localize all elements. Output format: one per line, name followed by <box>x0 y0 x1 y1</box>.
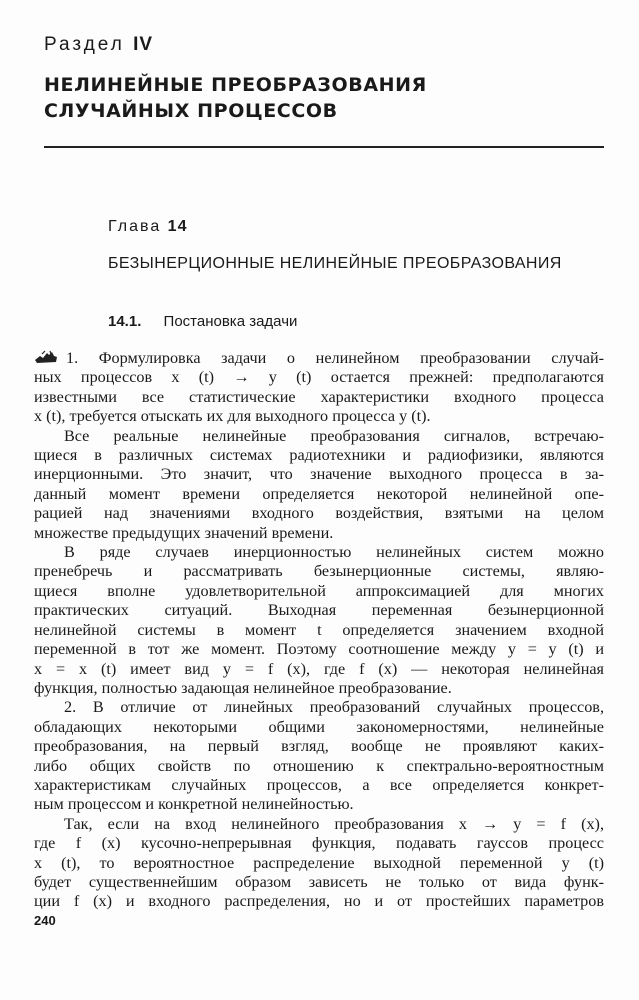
text-line-content: x (t), требуется отыскать их для выходного процесса y (t). <box>34 407 431 426</box>
text-line <box>34 795 604 814</box>
text-line-content: 1. Формулировка задачи о нелинейном преобразовании случай- <box>66 349 604 367</box>
text-line-content: 2. В отличие от линейных преобразований случайных процессов, <box>64 698 604 717</box>
text-line-content: ных процессов x (t) → y (t) остается прежней: предполагаются <box>34 368 604 387</box>
text-line <box>34 562 604 581</box>
text-line-content: где f (x) кусочно-непрерывная функция, подавать гауссов процесс <box>34 834 604 853</box>
chapter-word: Глава <box>108 218 162 235</box>
text-line-content: множестве предыдущих значений времени. <box>34 523 334 542</box>
text-line <box>34 892 604 911</box>
text-line <box>34 368 604 387</box>
part-title <box>44 72 427 124</box>
text-line-content: щиеся вполне удовлетворительной аппроксимацией для многих <box>34 581 604 600</box>
text-line-content: практических ситуаций. Выходная переменная безынерционной <box>34 601 604 620</box>
text-line-content: Так, если на вход нелинейного преобразования x → y = f (x), <box>64 814 604 833</box>
text-line-content: преобразования, на первый взгляд, вообще не проявляют каких- <box>34 737 604 756</box>
text-line-content: либо общих свойств по отношению к спектрально-вероятностным <box>34 756 604 775</box>
section-divider <box>44 146 604 148</box>
text-line-content: x = x (t) имеет вид y = f (x), где f (x) — некоторая нелинейная <box>34 659 604 678</box>
text-line <box>34 427 604 446</box>
text-line <box>34 679 604 698</box>
text-line <box>34 854 604 873</box>
section-number: 14.1. <box>108 313 142 330</box>
part-title-line-2: СЛУЧАЙНЫХ ПРОЦЕССОВ <box>44 100 338 122</box>
text-line-content: инерционными. Это значит, что значение выходного процесса в за- <box>34 465 604 484</box>
text-line-content: В ряде случаев инерционностью нелинейных систем можно <box>64 543 604 562</box>
text-line <box>34 349 604 368</box>
text-line <box>34 640 604 659</box>
text-line-content: ции f (x) и входного распределения, но и от простейших параметров <box>34 892 604 911</box>
chapter-label <box>108 218 187 236</box>
text-line-content: известными все статистические характеристики входного процесса <box>34 387 604 406</box>
text-line-content: данный момент времени определяется некоторой нелинейной опе- <box>34 484 604 503</box>
text-line-content: x (t), то вероятностное распределение выходной переменной y (t) <box>34 853 604 872</box>
text-line <box>34 698 604 717</box>
text-line-content: пренебречь и рассматривать безынерционные системы, являю- <box>34 562 604 581</box>
part-word: Раздел <box>44 34 125 55</box>
chapter-number: 14 <box>167 218 188 235</box>
text-line <box>34 873 604 892</box>
body-text <box>34 349 604 912</box>
chapter-title: БЕЗЫНЕРЦИОННЫЕ НЕЛИНЕЙНЫЕ ПРЕОБРАЗОВАНИЯ <box>108 255 562 272</box>
text-line-content: обладающих некоторыми общими закономерностями, нелинейные <box>34 717 604 736</box>
text-line <box>34 757 604 776</box>
text-line <box>34 621 604 640</box>
text-line <box>34 834 604 853</box>
text-line <box>34 465 604 484</box>
text-line <box>34 776 604 795</box>
hand-pointer-icon <box>34 350 60 364</box>
text-line-content: переменной в тот же момент. Поэтому соотношение между y = y (t) и <box>34 640 604 659</box>
text-line-content: функция, полностью задающая нелинейное преобразование. <box>34 678 452 697</box>
text-line-content: рацией над значениями входного воздействия, взятыми на целом <box>34 504 604 523</box>
text-line <box>34 388 604 407</box>
page-number: 240 <box>34 913 56 928</box>
text-line-content: ным процессом и конкретной нелинейностью. <box>34 795 354 814</box>
text-line-content: будет существеннейшим образом зависеть не только от вида функ- <box>34 872 604 891</box>
part-label <box>44 34 153 56</box>
part-title-line-1: НЕЛИНЕЙНЫЕ ПРЕОБРАЗОВАНИЯ <box>44 74 427 96</box>
section-title: Постановка задачи <box>163 313 298 330</box>
section-heading <box>108 313 297 330</box>
text-line <box>34 601 604 620</box>
text-line <box>34 582 604 601</box>
text-line <box>34 660 604 679</box>
text-line-content: Все реальные нелинейные преобразования сигналов, встречаю- <box>64 426 604 445</box>
text-line-content: характеристикам случайных процессов, а все определяется конкрет- <box>34 775 604 794</box>
text-line <box>34 504 604 523</box>
text-line <box>34 446 604 465</box>
text-line-content: щиеся в различных системах радиотехники и радиофизики, являются <box>34 446 604 465</box>
text-line <box>34 485 604 504</box>
text-line <box>34 407 604 426</box>
text-line <box>34 815 604 834</box>
part-numeral: IV <box>133 34 154 55</box>
text-line <box>34 543 604 562</box>
text-line <box>34 718 604 737</box>
text-line <box>34 524 604 543</box>
text-line-content: нелинейной системы в момент t определяется значением входной <box>34 620 604 639</box>
text-line <box>34 737 604 756</box>
